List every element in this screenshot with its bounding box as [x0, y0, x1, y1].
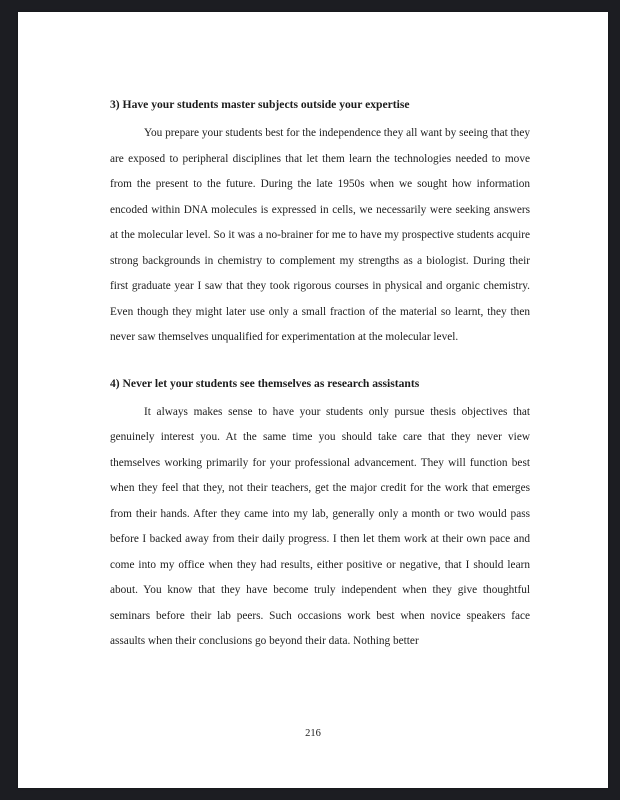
- section-4: [110, 377, 530, 655]
- section-heading: 4) Never let your students see themselves as research assistants: [110, 376, 420, 390]
- section-3: [110, 98, 530, 351]
- section-paragraph: You prepare your students best for the independence they all want by seeing that they are exposed to peripheral disciplines that let them learn the technologies needed to move from the present to the future. During the late 1950s when we sought how information encoded within DNA molecules is expressed in cells, we necessarily were seeking answers at the molecular level. So it was a no-brainer for me to have my prospective students acquire strong backgrounds in chemistry to complement my strengths as a biologist. During their first graduate year I saw that they took rigorous courses in physical and organic chemistry. Even though they might later use only a small fraction of the material so learnt, they then never saw themselves unqualified for experimentation at the molecular level.: [110, 127, 530, 343]
- section-heading: 3) Have your students master subjects outside your expertise: [110, 98, 410, 111]
- section-paragraph: It always makes sense to have your students only pursue thesis objectives that genuinely interest you. At the same time you should take care that they never view themselves working primarily for your professional advancement. They will function best when they feel that they, not their teachers, get the major credit for the work that emerges from their hands. After they came into my lab, generally only a month or two would pass before I backed away from their daily progress. I then let them work at their own pace and come into my office when they had results, either positive or negative, that I should learn about. You know that they have become truly independent when they give thoughtful seminars before their lab peers. Such occasions work best when novice speakers face assaults when their conclusions go beyond their data. Nothing better: [110, 405, 530, 647]
- paper-sheet: [18, 12, 608, 788]
- page-content: [110, 98, 530, 655]
- page-number: 216: [305, 728, 321, 739]
